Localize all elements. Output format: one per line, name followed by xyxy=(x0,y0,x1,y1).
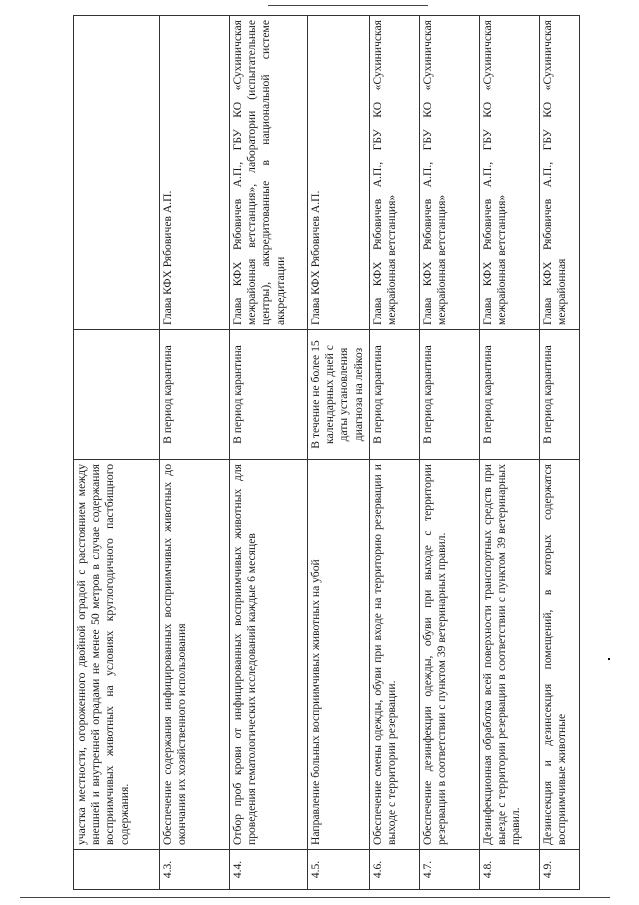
term-text: В период карантина xyxy=(420,330,480,460)
row-number: 4.6. xyxy=(370,850,420,890)
measure-text: Отбор проб крови от инфицированных восприимчивых животных для проведения гематологических исследований каждые 6 месяцев xyxy=(230,460,308,850)
responsible-text: Глава КФХ Рябовичев А.П., ГБУ КО «Сухиничская межрайонная ветстанция» xyxy=(480,16,540,330)
measure-text: Направление больных восприимчивых животных на убой xyxy=(308,460,370,850)
responsible-text: Глава КФХ Рябовичев А.П., ГБУ КО «Сухиничская межрайонная xyxy=(540,16,580,330)
table-row xyxy=(480,16,540,890)
term-text: В период карантина xyxy=(480,330,540,460)
table-row xyxy=(160,16,230,890)
bottom-rule xyxy=(20,897,610,898)
table-row xyxy=(230,16,308,890)
measure-text: Обеспечение дезинфекции одежды, обуви при выходе с территории резервации в соответствии с пунктом 39 ветеринарных правил. xyxy=(420,460,480,850)
responsible-text: Глава КФХ Рябовичев А.П. xyxy=(308,16,370,330)
measure-text: участка местности, огороженного двойной оградой с расстоянием между внешней и внутренней оградами не менее 50 метров в случае содержания восприимчивых животных на условиях круглогодичного пастбищного содержания. xyxy=(74,460,160,850)
responsible-text: Глава КФХ Рябовичев А.П. xyxy=(160,16,230,330)
table-row xyxy=(370,16,420,890)
term-text: В течение не более 15 календарных дней с даты установления диагноза на лейкоз xyxy=(308,330,370,460)
table-row xyxy=(74,16,160,890)
responsible-text: Глава КФХ Рябовичев А.П., ГБУ КО «Сухиничская межрайонная ветстанция», лаборатории (испытательные центры), аккредитованные в национальной системе аккредитации xyxy=(230,16,308,330)
row-number: 4.7. xyxy=(420,850,480,890)
table-row xyxy=(540,16,580,890)
row-number: 4.5. xyxy=(308,850,370,890)
responsible-text: Глава КФХ Рябовичев А.П., ГБУ КО «Сухиничская межрайонная ветстанция» xyxy=(370,16,420,330)
row-number: 4.4. xyxy=(230,850,308,890)
measure-text: Обеспечение смены одежды, обуви при входе на территорию резервации и выходе с территории резервации. xyxy=(370,460,420,850)
term-text xyxy=(74,330,160,460)
quarantine-measures-table xyxy=(73,15,580,890)
responsible-text xyxy=(74,16,160,330)
row-number: 4.3. xyxy=(160,850,230,890)
row-number: 4.8. xyxy=(480,850,540,890)
term-text: В период карантина xyxy=(370,330,420,460)
measure-text: Обеспечение содержания инфицированных восприимчивых животных до окончания их хозяйственного использования xyxy=(160,460,230,850)
term-text: В период карантина xyxy=(160,330,230,460)
measure-text: Дезинфекционная обработка всей поверхности транспортных средств при выезде с территории резервации в соответствии с пунктом 39 ветеринарных правил. xyxy=(480,460,540,850)
row-number xyxy=(74,850,160,890)
term-text: В период карантина xyxy=(230,330,308,460)
measure-text: Дезинсекция и дезинсекция помещений, в которых содержатся восприимчивые животные xyxy=(540,460,580,850)
row-number: 4.9. xyxy=(540,850,580,890)
responsible-text: Глава КФХ Рябовичев А.П., ГБУ КО «Сухиничская межрайонная ветстанция» xyxy=(420,16,480,330)
term-text: В период карантина xyxy=(540,330,580,460)
table-row xyxy=(420,16,480,890)
table-row xyxy=(308,16,370,890)
